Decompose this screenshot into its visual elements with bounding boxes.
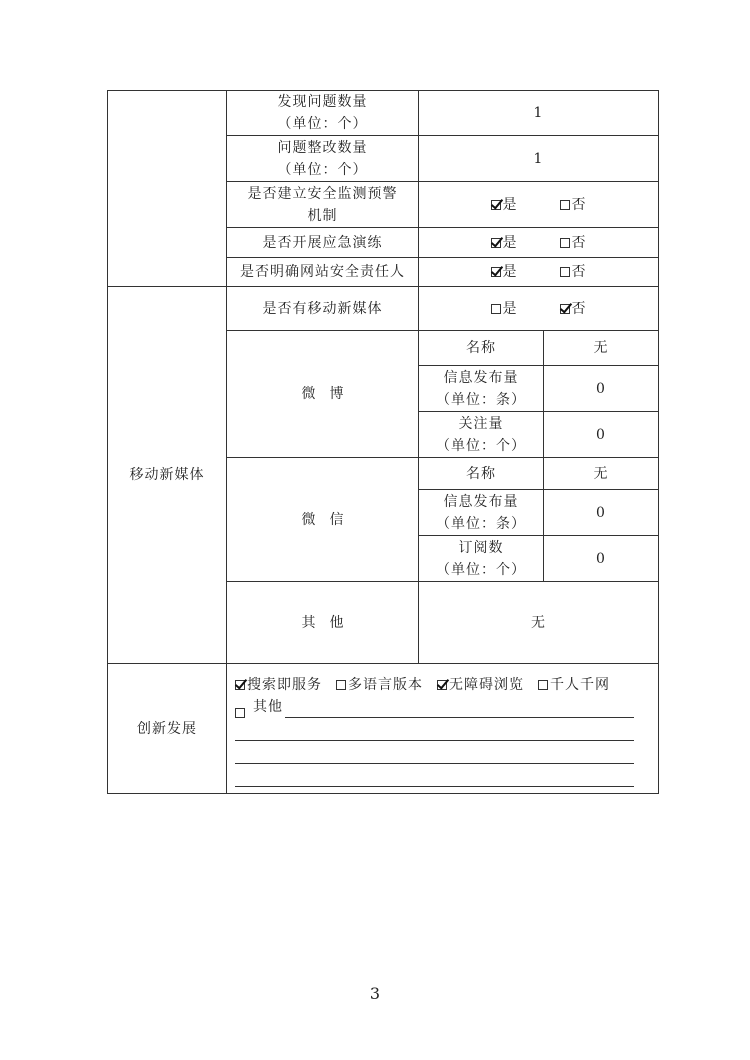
table-row [108,287,659,331]
wechat-name-label: 名称 [419,458,544,490]
officer-no-option[interactable]: 否 [560,261,587,283]
weibo-followers-label: 关注量 （单位：个） [419,412,544,458]
innovation-section-label: 创新发展 [108,664,227,794]
feature-multilingual[interactable]: 多语言版本 [336,674,423,696]
table-row [108,664,659,794]
blank-line[interactable] [235,741,634,764]
document-table-wrapper [107,90,659,794]
checkbox-checked-icon[interactable] [491,238,501,248]
blank-line[interactable] [235,764,634,787]
has-mobile-media-options [419,287,659,331]
checkbox-checked-icon[interactable] [560,304,570,314]
checkbox-empty-icon[interactable] [336,680,346,690]
monitoring-warning-options [419,182,659,228]
monitoring-no-option[interactable]: 否 [560,194,587,216]
wechat-subs-value: 0 [544,536,659,582]
checkbox-checked-icon[interactable] [437,680,447,690]
has-mobile-media-label: 是否有移动新媒体 [227,287,419,331]
innovation-features [235,674,634,696]
weibo-posts-label: 信息发布量 （单位：条） [419,366,544,412]
media-no-option[interactable]: 否 [560,298,587,320]
other-media-value: 无 [419,582,659,664]
monitoring-yes-option[interactable]: 是 [491,194,518,216]
feature-accessibility[interactable]: 无障碍浏览 [437,674,524,696]
checkbox-empty-icon[interactable] [235,708,245,718]
weibo-followers-value: 0 [544,412,659,458]
emergency-drill-options [419,228,659,258]
checkbox-checked-icon[interactable] [491,267,501,277]
weibo-label: 微博 [227,331,419,458]
innovation-other-line [235,696,634,718]
wechat-posts-value: 0 [544,490,659,536]
found-issues-value: 1 [419,91,659,136]
emergency-drill-label: 是否开展应急演练 [227,228,419,258]
wechat-label: 微信 [227,458,419,582]
blank-line[interactable] [235,718,634,741]
feature-search-service[interactable]: 搜索即服务 [235,674,322,696]
weibo-posts-value: 0 [544,366,659,412]
innovation-other-label: 其他 [253,699,283,715]
drill-no-option[interactable]: 否 [560,232,587,254]
checkbox-empty-icon[interactable] [560,267,570,277]
table-row [108,91,659,136]
blank-fill-line[interactable] [285,700,634,718]
weibo-name-value: 无 [544,331,659,366]
drill-yes-option[interactable]: 是 [491,232,518,254]
checkbox-empty-icon[interactable] [491,304,501,314]
other-media-label: 其他 [227,582,419,664]
monitoring-warning-label: 是否建立安全监测预警 机制 [227,182,419,228]
innovation-options-cell [227,664,659,794]
report-table [107,90,659,794]
feature-personalized[interactable]: 千人千网 [538,674,610,696]
checkbox-empty-icon[interactable] [560,238,570,248]
fixed-issues-label: 问题整改数量 （单位：个） [227,136,419,182]
found-issues-label: 发现问题数量 （单位：个） [227,91,419,136]
checkbox-checked-icon[interactable] [491,200,501,210]
wechat-subs-label: 订阅数 （单位：个） [419,536,544,582]
wechat-name-value: 无 [544,458,659,490]
security-officer-options [419,258,659,287]
checkbox-empty-icon[interactable] [560,200,570,210]
officer-yes-option[interactable]: 是 [491,261,518,283]
fixed-issues-value: 1 [419,136,659,182]
wechat-posts-label: 信息发布量 （单位：条） [419,490,544,536]
weibo-name-label: 名称 [419,331,544,366]
media-yes-option[interactable]: 是 [491,298,518,320]
page-number: 3 [369,984,381,1003]
security-officer-label: 是否明确网站安全责任人 [227,258,419,287]
continued-section-cell [108,91,227,287]
checkbox-empty-icon[interactable] [538,680,548,690]
checkbox-checked-icon[interactable] [235,680,245,690]
mobile-media-section-label: 移动新媒体 [108,287,227,664]
